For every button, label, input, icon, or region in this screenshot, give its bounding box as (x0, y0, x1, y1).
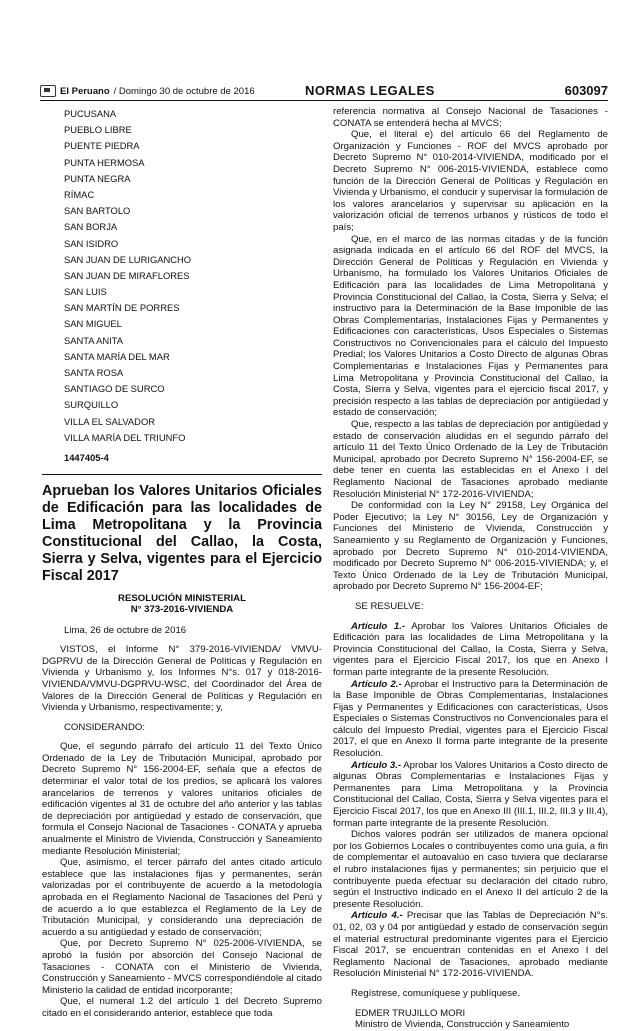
masthead (40, 85, 255, 97)
article-text: Aprobar el Instructivo para la Determinación de la Base Imponible de Obras Complementarias, Instalaciones Fijas y Permanentes y Edificaciones con características, Usos Especiales o Sistemas Constructivos no Convencionales para el cálculo del Impuesto Predial, vigentes para el Ejercicio Fiscal 2017, el que en Anexo II forma parte integrante de la presente Resolución. (333, 678, 608, 760)
article-text: Aprobar los Valores Unitarios a Costo directo de algunas Obras Complementarias e Instalaciones Fijas y Permanentes para Lima Metropolitana y la Provincia Constitucional del Callao, Costa, Sierra y Selva vigentes para el Ejercicio Fiscal 2017, los que en Anexo III (III.1, III.2, III.3 y III.4), forman parte integrante de la presente Resolución. (333, 759, 608, 829)
paragraph: referencia normativa al Consejo Nacional de Tasaciones - CONATA se entenderá hecha al MVCS; (333, 106, 608, 129)
considerando-heading: CONSIDERANDO: (64, 721, 146, 733)
se-resuelve-heading: SE RESUELVE: (355, 600, 424, 612)
article-4 (333, 910, 608, 980)
newspaper-name: El Peruano (60, 85, 110, 97)
divider (42, 474, 322, 475)
page-header (40, 82, 608, 101)
left-column (42, 106, 322, 1020)
list-item: PUEBLO LIBRE (64, 124, 132, 136)
paragraph: Que, el numeral 1.2 del artículo 1 del Decreto Supremo citado en el considerando anterior, establece que toda (42, 996, 322, 1019)
article-label: Artículo 3.- (351, 759, 402, 771)
section-title: NORMAS LEGALES (305, 83, 435, 98)
article-label: Artículo 1.- (351, 620, 406, 632)
resolution-heading (42, 593, 322, 615)
paragraph: Que, respecto a las tablas de depreciación por antigüedad y estado de conservación aludidas en el segundo párrafo del artículo 11 del Texto Único Ordenado de la Ley de Tributación Municipal, aprobado por Decreto Supremo N° 156-2004-EF, se debe tener en cuenta las establecidas en el Anexo I del Reglamento Nacional de Tasaciones aprobado mediante Resolución Ministerial N° 172-2016-VIVIENDA; (333, 419, 608, 500)
list-item: SAN LUIS (64, 286, 107, 298)
list-item: PUCUSANA (64, 108, 117, 119)
list-item: SAN MIGUEL (64, 318, 122, 330)
list-item: VILLA MARÍA DEL TRIUNFO (64, 431, 186, 443)
list-item: SAN BORJA (64, 221, 118, 233)
signer-name: EDMER TRUJILLO MORI (355, 1007, 466, 1019)
issue-date: / Domingo 30 de octubre de 2016 (113, 85, 255, 97)
list-item: PUNTA HERMOSA (64, 156, 145, 168)
paragraph: De conformidad con la Ley N° 29158, Ley Orgánica del Poder Ejecutivo; la Ley N° 30156, Ley de Organización y Funciones del Ministerio de Vivienda, Construcción y Saneamiento y su Reglamento de Organización y Funciones, aprobado por Decreto Supremo N° 010-2014-VIVIENDA, modificado por Decreto Supremo N° 006-2015-VIVIENDA; y, el Texto Único Ordenado de la Ley de Tributación Municipal, aprobado por Decreto Supremo N° 156-2004-EF; (333, 500, 608, 593)
article-3-extra: Dichos valores podrán ser utilizados de manera opcional por los Gobiernos Locales o contribuyentes como una guía, a fin de complementar el autoavalúo en caso tuviera que declararse el rubro instalaciones fijas y permanentes; sin perjuicio que el contribuyente pueda efectuar su declaración del citado rubro, según el Instructivo indicado en el Anexo II del artículo 2 de la presente Resolución. (333, 829, 608, 910)
resolution-number: N° 373-2016-VIVIENDA (130, 603, 234, 615)
right-column (333, 106, 608, 1031)
newspaper-logo-icon (40, 85, 56, 97)
page-number: 603097 (564, 83, 608, 98)
list-item: SAN MARTÍN DE PORRES (64, 302, 180, 314)
vistos-paragraph: VISTOS, el Informe N° 379-2016-VIVIENDA/ VMVU-DGPRVU de la Dirección General de Políticas y Regulación en Vivienda y Urbanismo y, los Informes N°s. 017 y 018-2016-VIVIENDA/VMVU-DGPRVU-WSC, del Coordinador del Área de Valores de la Dirección General de Políticas y Regulación en Vivienda y Urbanismo, respectivamente; y, (42, 644, 322, 714)
article-label: Artículo 4.- (351, 910, 403, 922)
district-list (64, 106, 322, 446)
paragraph: Que, en el marco de las normas citadas y de la función asignada indicada en el artículo 66 del ROF del MVCS, la Dirección General de Políticas y Regulación en Vivienda y Urbanismo, ha formulado los Valores Unitarios Oficiales de Edificación para las localidades de Lima Metropolitana y Provincia Constitucional del Callao, la Costa, Sierra y Selva; el instructivo para la Determinación de la Base Imponible de las Obras Complementarias, Instalaciones Fijas y Permanentes y Edificaciones con características, Usos Especiales o Sistemas Constructivos no Convencionales para el cálculo del Impuesto Predial; los Valores Unitarios a Costo Directo de algunas Obras Complementarias e Instalaciones Fijas y Permanentes para Lima Metropolitana y Provincia Constitucional del Callao, la Costa, Sierra y Selva, vigentes para el ejercicio fiscal 2017, y precisión respecto a las tablas de depreciación por antigüedad y estado de conservación; (333, 233, 608, 419)
article-text: Aprobar los Valores Unitarios Oficiales de Edificación para las localidades de Lima Metropolitana y la Provincia Constitucional del Callao, la Costa, Sierra y Selva, vigentes para el Ejercicio Fiscal 2017, los que en Anexo I forman parte integrante de la presente Resolución. (333, 620, 608, 678)
article-title: Aprueban los Valores Unitarios Oficiales de Edificación para las localidades de Lima Metropolitana y la Provincia Constitucional del Callao, la Costa, Sierra y Selva, vigentes para el Ejercicio Fiscal 2017 (42, 482, 322, 584)
list-item: RÍMAC (64, 188, 95, 200)
list-item: SAN ISIDRO (64, 237, 119, 249)
article-3 (333, 760, 608, 830)
list-item: SANTA ANITA (64, 334, 124, 346)
list-item: VILLA EL SALVADOR (64, 415, 156, 427)
article-2 (333, 679, 608, 760)
paragraph: Que, asimismo, el tercer párrafo del antes citado artículo establece que las instalaciones fijas y permanentes, serán valorizadas por el contribuyente de acuerdo a la metodología aprobada en el Reglamento Nacional de Tasaciones del Perú y de acuerdo a lo que establezca el Reglamento de la Ley de Tributación Municipal, y considerando una depreciación de acuerdo a su antigüedad y estado de conservación; (42, 857, 322, 938)
article-1 (333, 621, 608, 679)
publication-code: 1447405-4 (64, 451, 109, 463)
list-item: SAN JUAN DE LURIGANCHO (64, 253, 192, 265)
list-item: SANTA ROSA (64, 367, 124, 378)
list-item: SAN BARTOLO (64, 205, 131, 217)
list-item: SURQUILLO (64, 399, 119, 411)
paragraph: Que, por Decreto Supremo N° 025-2006-VIVIENDA, se aprobó la fusión por absorción del Consejo Nacional de Tasaciones - CONATA con el Ministerio de Vivienda, Construcción y Saneamiento - MVCS correspondiéndole al citado Ministerio la calidad de entidad incorporante; (42, 938, 322, 996)
paragraph: Que, el segundo párrafo del artículo 11 del Texto Único Ordenado de la Ley de Tributación Municipal, aprobado por Decreto Supremo N° 156-2004-EF, señala que a efectos de determinar el valor total de los predios, se aplicará los valores arancelarios de terrenos y valores unitarios oficiales de edificación vigentes al 31 de octubre del año anterior y las tablas de depreciación por antigüedad y estado de conservación, que formula el Consejo Nacional de Tasaciones - CONATA y aprueba anualmente el Ministro de Vivienda, Construcción y Saneamiento mediante Resolución Ministerial; (42, 741, 322, 857)
resolution-type: RESOLUCIÓN MINISTERIAL (118, 592, 246, 604)
list-item: SAN JUAN DE MIRAFLORES (64, 269, 190, 281)
issue-place-date: Lima, 26 de octubre de 2016 (64, 624, 187, 636)
article-text: Precisar que las Tablas de Depreciación N°s. 01, 02, 03 y 04 por antigüedad y estado de conservación según el material estructural predominante vigentes para el Ejercicio Fiscal 2017, se encuentran contenidas en el Anexo I del Reglamento Nacional de Tasaciones, aprobado mediante Resolución Ministerial N° 172-2016-VIVIENDA. (333, 910, 608, 980)
paragraph: Que, el literal e) del artículo 66 del Reglamento de Organización y Funciones - ROF del MVCS aprobado por Decreto Supremo N° 010-2014-VIVIENDA, modificado por el Decreto Supremo N° 006-2015-VIVIENDA, establece como función de la Dirección General de Políticas y Regulación en Vivienda y Urbanismo, el conducir y supervisar la formulación de los valores arancelarios y supervisar su aplicación en la valorización oficial de terrenos urbanos y rústicos de todo el país; (333, 129, 608, 233)
list-item: SANTA MARÍA DEL MAR (64, 350, 170, 362)
signer-role: Ministro de Vivienda, Construcción y Saneamiento (355, 1019, 570, 1031)
article-label: Artículo 2.- (351, 678, 402, 690)
list-item: PUENTE PIEDRA (64, 140, 140, 152)
list-item: PUNTA NEGRA (64, 172, 131, 184)
closing-formula: Regístrese, comuníquese y publíquese. (351, 987, 521, 999)
list-item: SANTIAGO DE SURCO (64, 383, 165, 395)
